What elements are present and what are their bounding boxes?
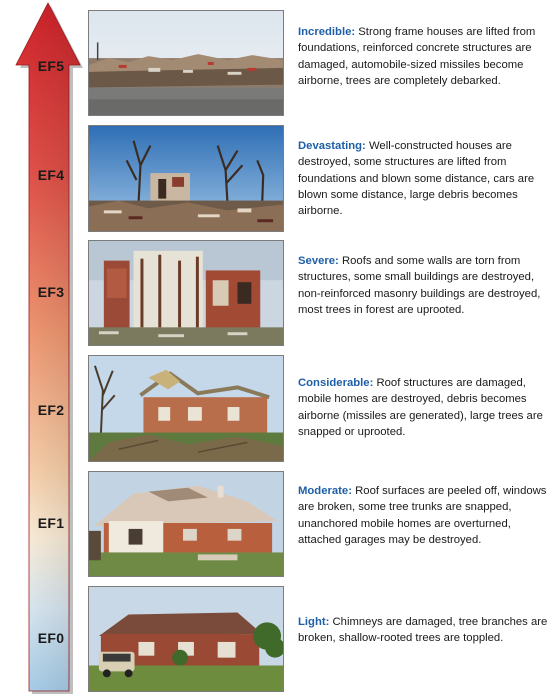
ef0-text: Chimneys are damaged, tree branches are broken, shallow-rooted trees are toppled. [298, 616, 548, 645]
ef1-label: EF1 [37, 515, 65, 531]
ef4-damage-photo [88, 125, 284, 232]
ef3-label: EF3 [37, 284, 65, 300]
ef2-title: Considerable: [298, 377, 374, 389]
ef4-text: Well-constructed houses are destroyed, some structures are lifted from foundations and blown some distance, cars are blown some distance, large debris becomes airborne. [298, 140, 535, 218]
intensity-scale-arrow [8, 0, 88, 697]
ef2-damage-photo [88, 355, 284, 462]
ef0-label: EF0 [37, 630, 65, 646]
ef4-title: Devastating: [298, 140, 366, 152]
ef1-text: Roof surfaces are peeled off, windows are broken, some tree trunks are snapped, unanchored mobile homes are overturned, attached garages may be destroyed. [298, 485, 547, 546]
ef3-damage-photo [88, 240, 284, 346]
ef1-description [298, 483, 548, 548]
ef3-text: Roofs and some walls are torn from structures, some small buildings are destroyed, non-reinforced masonry buildings are destroyed, most trees in forest are uprooted. [298, 255, 541, 316]
ef3-title: Severe: [298, 255, 339, 267]
ef5-description [298, 24, 548, 89]
ef5-damage-photo [88, 10, 284, 116]
ef0-title: Light: [298, 616, 330, 628]
ef4-description [298, 138, 548, 219]
ef0-damage-photo [88, 586, 284, 692]
ef2-text: Roof structures are damaged, mobile homes are destroyed, debris becomes airborne (missiles are generated), large trees are snapped or uprooted. [298, 377, 543, 438]
ef5-text: Strong frame houses are lifted from foundations, reinforced concrete structures are damaged, automobile-sized missiles become airborne, trees are completely debarked. [298, 26, 536, 87]
ef4-label: EF4 [37, 167, 65, 183]
ef5-title: Incredible: [298, 26, 356, 38]
ef0-description [298, 614, 548, 647]
ef3-description [298, 253, 548, 318]
ef5-label: EF5 [37, 58, 65, 74]
ef1-damage-photo [88, 471, 284, 577]
ef2-description [298, 375, 548, 440]
ef2-label: EF2 [37, 402, 65, 418]
ef1-title: Moderate: [298, 485, 352, 497]
